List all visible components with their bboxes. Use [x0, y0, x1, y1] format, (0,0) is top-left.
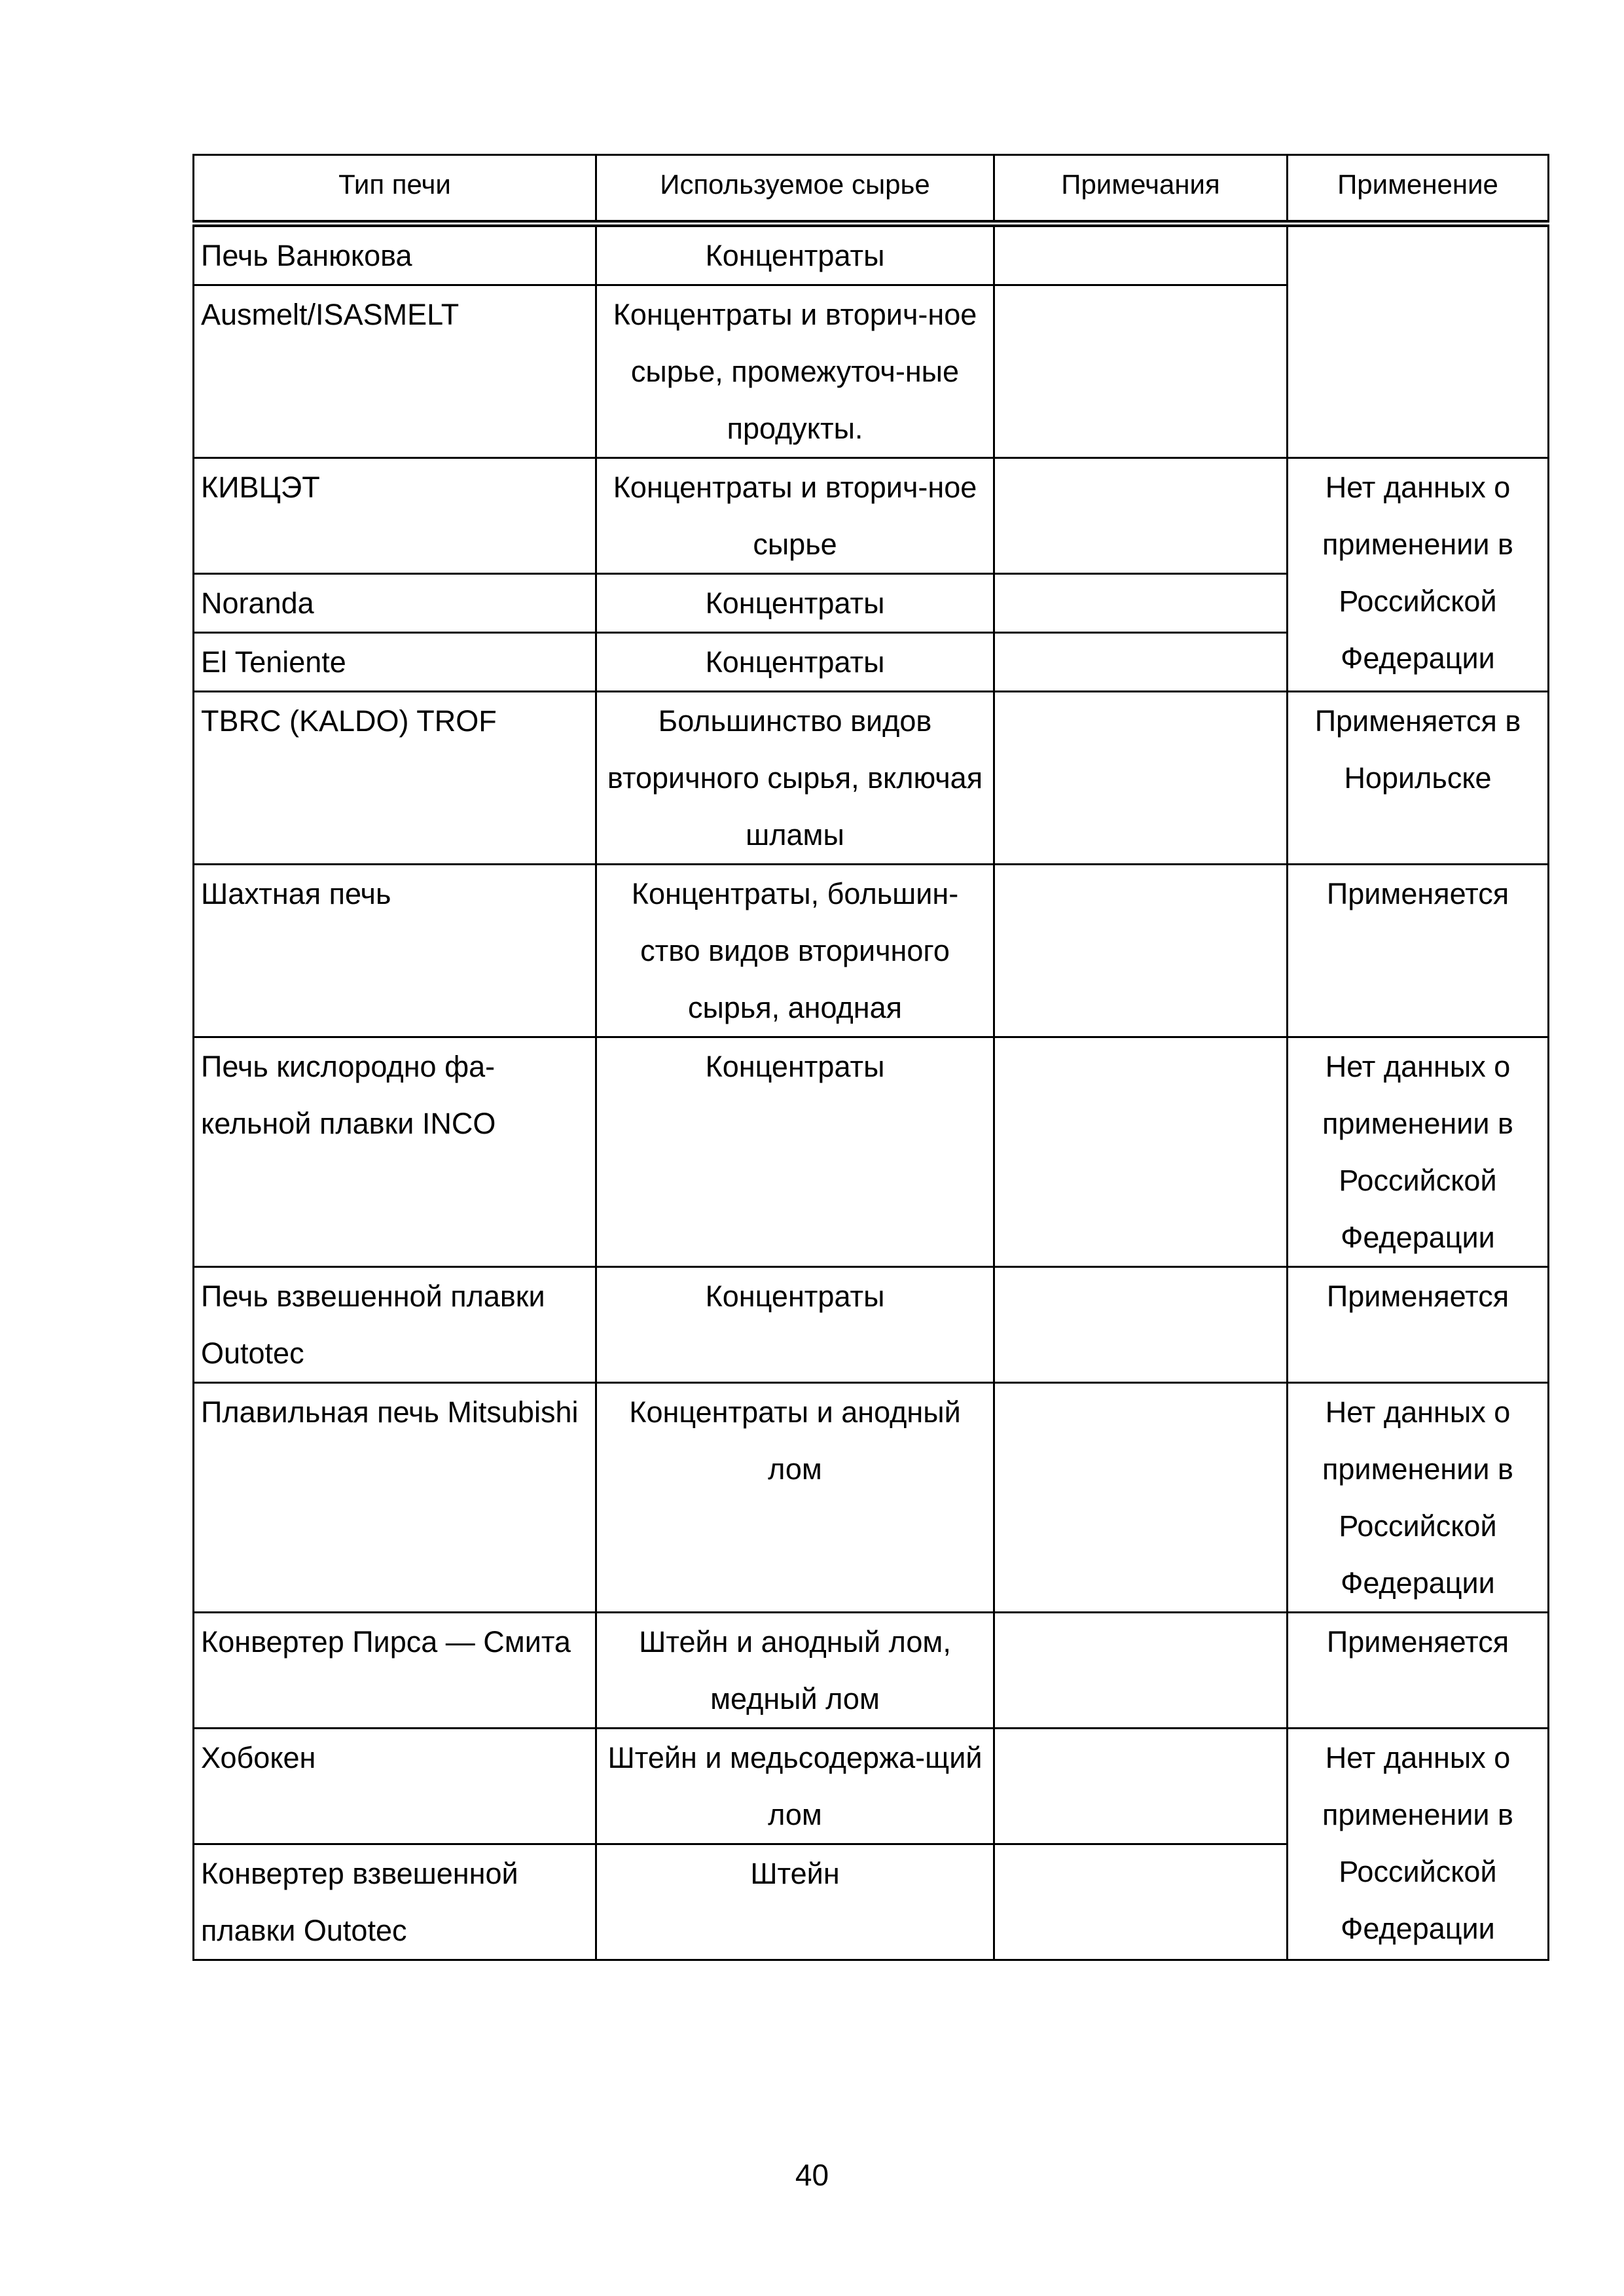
furnace-type-cell: TBRC (KALDO) TROF: [194, 692, 596, 865]
application-cell: Нет данных о применении в Российской Федерации: [1288, 458, 1549, 692]
furnace-type-cell: Хобокен: [194, 1729, 596, 1844]
notes-cell: [994, 1844, 1288, 1960]
raw-material-cell: Штейн: [596, 1844, 994, 1960]
furnace-type-cell: Печь Ванюкова: [194, 224, 596, 285]
application-cell: Применяется: [1288, 865, 1549, 1037]
raw-material-cell: Концентраты и вторич-ное сырье: [596, 458, 994, 574]
notes-cell: [994, 224, 1288, 285]
furnace-type-cell: Печь взвешенной плавки Outotec: [194, 1267, 596, 1383]
furnace-type-cell: Плавильная печь Mitsubishi: [194, 1383, 596, 1613]
notes-cell: [994, 865, 1288, 1037]
header-raw-material: Используемое сырье: [596, 155, 994, 224]
application-cell: [1288, 224, 1549, 458]
furnace-type-cell: Ausmelt/ISASMELT: [194, 285, 596, 458]
raw-material-cell: Концентраты: [596, 633, 994, 692]
furnace-type-cell: Печь кислородно фа-кельной плавки INCO: [194, 1037, 596, 1267]
notes-cell: [994, 692, 1288, 865]
furnace-type-cell: КИВЦЭТ: [194, 458, 596, 574]
notes-cell: [994, 458, 1288, 574]
table-row: [194, 1383, 1549, 1613]
raw-material-cell: Концентраты, большин-ство видов вторичного сырья, анодная: [596, 865, 994, 1037]
raw-material-cell: Концентраты и вторич-ное сырье, промежуточ-ные продукты.: [596, 285, 994, 458]
header-furnace-type: Тип печи: [194, 155, 596, 224]
table-row: [194, 458, 1549, 574]
table-row: [194, 692, 1549, 865]
raw-material-cell: Большинство видов вторичного сырья, включая шламы: [596, 692, 994, 865]
table-row: [194, 1729, 1549, 1844]
furnace-type-cell: Конвертер взвешенной плавки Outotec: [194, 1844, 596, 1960]
notes-cell: [994, 1267, 1288, 1383]
application-cell: Применяется: [1288, 1613, 1549, 1729]
furnace-type-cell: Noranda: [194, 574, 596, 633]
raw-material-cell: Концентраты: [596, 1037, 994, 1267]
application-cell: Применяется в Норильске: [1288, 692, 1549, 865]
raw-material-cell: Штейн и анодный лом, медный лом: [596, 1613, 994, 1729]
notes-cell: [994, 285, 1288, 458]
raw-material-cell: Концентраты: [596, 574, 994, 633]
furnace-table: [192, 154, 1549, 1961]
table-row: [194, 1613, 1549, 1729]
notes-cell: [994, 1037, 1288, 1267]
application-cell: Нет данных о применении в Российской Федерации: [1288, 1729, 1549, 1960]
table-row: [194, 224, 1549, 285]
page-number: 40: [795, 2158, 829, 2192]
notes-cell: [994, 574, 1288, 633]
raw-material-cell: Концентраты и анодный лом: [596, 1383, 994, 1613]
table-row: [194, 1267, 1549, 1383]
furnace-type-cell: Шахтная печь: [194, 865, 596, 1037]
furnace-type-cell: El Teniente: [194, 633, 596, 692]
application-cell: Нет данных о применении в Российской Федерации: [1288, 1383, 1549, 1613]
notes-cell: [994, 1383, 1288, 1613]
raw-material-cell: Концентраты: [596, 1267, 994, 1383]
table-row: [194, 865, 1549, 1037]
furnace-type-cell: Конвертер Пирса — Смита: [194, 1613, 596, 1729]
notes-cell: [994, 1613, 1288, 1729]
table-row: [194, 1037, 1549, 1267]
header-notes: Примечания: [994, 155, 1288, 224]
application-cell: Нет данных о применении в Российской Федерации: [1288, 1037, 1549, 1267]
raw-material-cell: Штейн и медьсодержа-щий лом: [596, 1729, 994, 1844]
raw-material-cell: Концентраты: [596, 224, 994, 285]
table-header-row: [194, 155, 1549, 224]
header-application: Применение: [1288, 155, 1549, 224]
application-cell: Применяется: [1288, 1267, 1549, 1383]
notes-cell: [994, 1729, 1288, 1844]
notes-cell: [994, 633, 1288, 692]
